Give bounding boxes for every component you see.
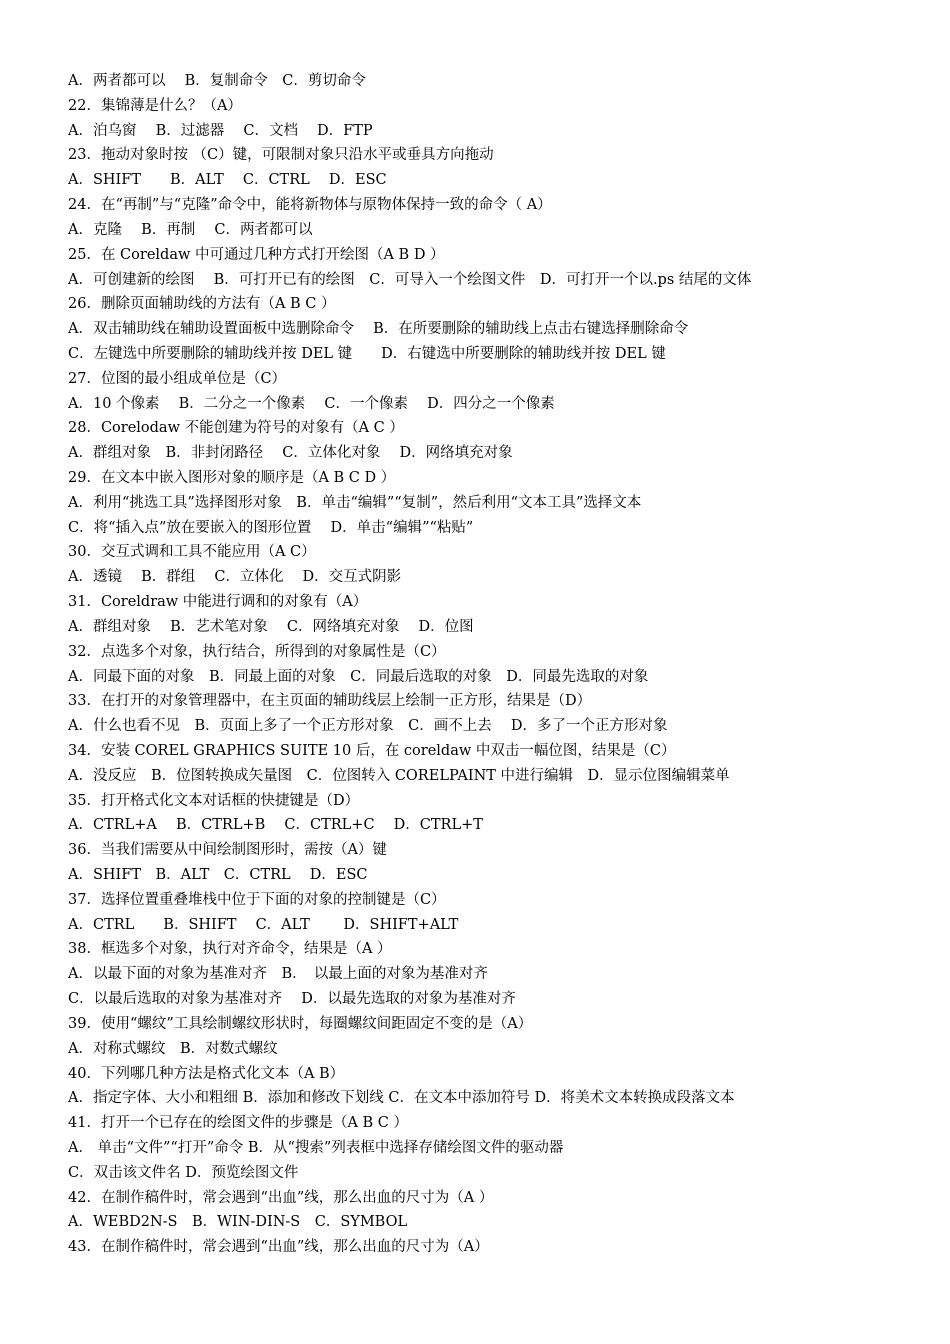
text-line: 33．在打开的对象管理器中，在主页面的辅助线层上绘制一正方形，结果是（D）: [68, 693, 592, 710]
text-line: A．对称式螺纹 B．对数式螺纹: [68, 1040, 278, 1057]
text-line: C．双击该文件名 D．预览绘图文件: [68, 1164, 299, 1181]
text-line: C．将“插入点”放在要嵌入的图形位置 D．单击“编辑”“粘贴”: [68, 519, 474, 536]
text-line: A．透镜 B．群组 C．立体化 D．交互式阴影: [68, 569, 402, 586]
text-line: 30．交互式调和工具不能应用（A C）: [68, 544, 316, 561]
text-line: 35．打开格式化文本对话框的快捷键是（D）: [68, 792, 360, 809]
text-line: 36．当我们需要从中间绘制图形时，需按（A）键: [68, 842, 387, 859]
text-line: 41．打开一个已存在的绘图文件的步骤是（A B C ）: [68, 1115, 408, 1132]
text-line: A．群组对象 B．非封闭路径 C．立体化对象 D．网络填充对象: [68, 445, 513, 462]
text-line: A．群组对象 B．艺术笔对象 C．网络填充对象 D．位图: [68, 618, 474, 635]
text-line: C．左键选中所要删除的辅助线并按 DEL 键 D．右键选中所要删除的辅助线并按 DEL 键: [68, 345, 666, 362]
text-line: A．可创建新的绘图 B．可打开已有的绘图 C．可导入一个绘图文件 D．可打开一个以.ps 结尾的文体: [68, 271, 752, 288]
text-line: 22．集锦薄是什么？（A）: [68, 97, 242, 114]
text-line: A．SHIFT B．ALT C．CTRL D．ESC: [68, 867, 368, 883]
text-line: 37．选择位置重叠堆栈中位于下面的对象的控制键是（C）: [68, 891, 446, 908]
text-line: 32．点选多个对象，执行结合，所得到的对象属性是（C）: [68, 643, 446, 660]
text-line: A．同最下面的对象 B．同最上面的对象 C．同最后选取的对象 D．同最先选取的对象: [68, 668, 649, 685]
text-line: 39．使用“螺纹”工具绘制螺纹形状时，每圈螺纹间距固定不变的是（A）: [68, 1015, 533, 1032]
text-line: 26．删除页面辅助线的方法有（A B C ）: [68, 296, 336, 313]
text-line: A．克隆 B．再制 C．两者都可以: [68, 221, 313, 238]
text-line: A．指定字体、大小和粗细 B．添加和修改下划线 C．在文本中添加符号 D．将美术文本转换成段落文本: [68, 1090, 735, 1107]
text-line: A．双击辅助线在辅助设置面板中选删除命令 B．在所要删除的辅助线上点击右键选择删除命令: [68, 321, 689, 338]
text-line: 42．在制作稿件时，常会遇到“出血”线，那么出血的尺寸为（A ）: [68, 1189, 494, 1206]
text-line: A．利用“挑选工具”选择图形对象 B．单击“编辑”“复制”，然后利用“文本工具”选择文本: [68, 494, 642, 511]
text-line: 40．下列哪几种方法是格式化文本（A B）: [68, 1065, 345, 1082]
text-line: A．以最下面的对象为基准对齐 B． 以最上面的对象为基准对齐: [68, 966, 488, 983]
text-line: A．两者都可以 B．复制命令 C．剪切命令: [68, 73, 366, 89]
text-line: A．WEBD2N-S B．WIN-DIN-S C．SYMBOL: [68, 1214, 408, 1231]
text-line: 25．在 Coreldaw 中可通过几种方式打开绘图（A B D ）: [68, 246, 445, 263]
text-line: 27．位图的最小组成单位是（C）: [68, 370, 287, 387]
text-line: A．CTRL B．SHIFT C．ALT D．SHIFT+ALT: [68, 916, 459, 933]
text-line: C．以最后选取的对象为基准对齐 D．以最先选取的对象为基准对齐: [68, 991, 516, 1008]
text-line: A．泊乌窗 B．过滤器 C．文档 D．FTP: [68, 122, 373, 139]
text-line: A． 单击“文件”“打开”命令 B．从“搜索”列表框中选择存储绘图文件的驱动器: [68, 1139, 564, 1156]
text-line: 23．拖动对象时按 （C）键，可限制对象只沿水平或垂具方向拖动: [68, 147, 494, 164]
text-line: 28．Corelodaw 不能创建为符号的对象有（A C ）: [68, 420, 404, 437]
text-line: A．CTRL+A B．CTRL+B C．CTRL+C D．CTRL+T: [68, 817, 483, 834]
text-line: A．没反应 B．位图转换成矢量图 C．位图转入 CORELPAINT 中进行编辑 D．显示位图编辑菜单: [68, 767, 730, 784]
text-line: A．什么也看不见 B．页面上多了一个正方形对象 C．画不上去 D．多了一个正方形对象: [68, 718, 668, 735]
text-line: 34．安装 COREL GRAPHICS SUITE 10 后，在 coreldaw 中双击一幅位图，结果是（C）: [68, 742, 676, 759]
text-line: A．10 个像素 B．二分之一个像素 C．一个像素 D．四分之一个像素: [68, 395, 555, 412]
text-line: 43．在制作稿件时，常会遇到“出血”线，那么出血的尺寸为（A）: [68, 1239, 489, 1256]
text-line: A．SHIFT B．ALT C．CTRL D．ESC: [68, 172, 387, 189]
question-list: [68, 69, 928, 1260]
text-line: 29．在文本中嵌入图形对象的顺序是（A B C D ）: [68, 470, 396, 486]
text-line: 24．在“再制”与“克隆”命令中，能将新物体与原物体保持一致的命令（ A）: [68, 197, 552, 214]
text-line: 31．Coreldraw 中能进行调和的对象有（A）: [68, 594, 368, 611]
text-line: 38．框选多个对象，执行对齐命令，结果是（A ）: [68, 941, 392, 958]
